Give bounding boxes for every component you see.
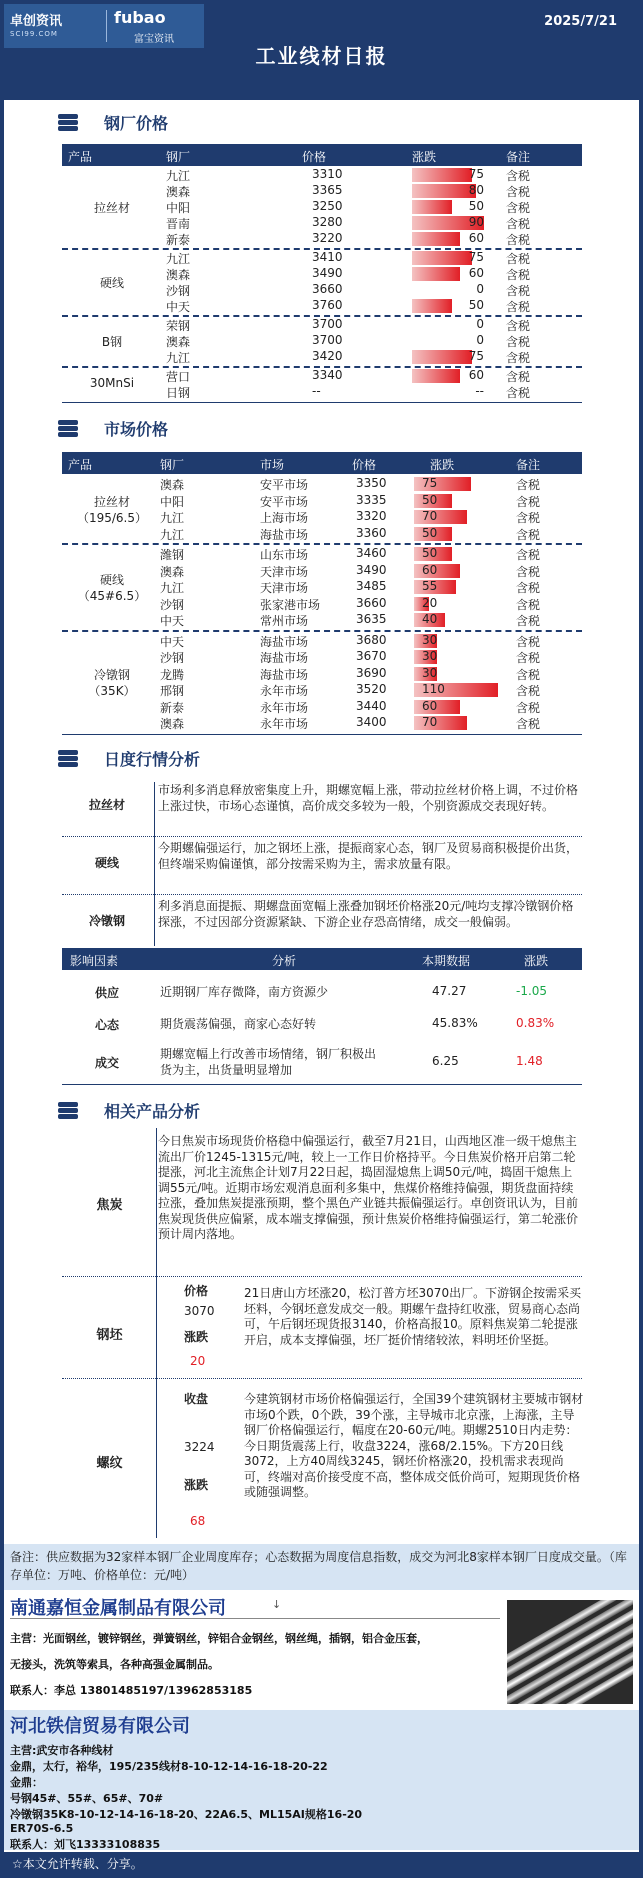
change-value: 50 (468, 199, 484, 213)
mill-name: 龙腾 (160, 667, 185, 682)
section-mill-price (4, 104, 639, 140)
ad1-line2: 无接头，洗筑等索具，各种高强金属制品。 (10, 1658, 219, 1671)
divider (62, 894, 582, 895)
mill-name: 澳森 (160, 564, 185, 579)
section-market-price (4, 410, 639, 446)
price-value: 3680 (356, 632, 387, 647)
logo-fubao-sub: 富宝资讯 (134, 34, 174, 45)
rebar-label: 螺纹 (96, 1456, 123, 1471)
change-value: 80 (468, 183, 484, 197)
price-value: 3340 (312, 368, 343, 382)
report-frame (4, 4, 639, 1874)
change-value: 60 (468, 266, 484, 280)
remark: 含税 (516, 597, 541, 612)
factor-label: 成交 (94, 1056, 119, 1070)
section-title: 钢厂价格 (104, 114, 169, 133)
divider (62, 836, 582, 837)
group-label: 拉丝材 (93, 201, 130, 215)
divider (156, 1128, 157, 1538)
table-row (62, 317, 582, 333)
factor-text: 期螺宽幅上行改善市场情绪，钢厂积极出货为主，出货量明显增加 (160, 1047, 377, 1077)
remark: 含税 (516, 634, 541, 649)
change-value: 70 (422, 509, 438, 523)
change-value: 60 (422, 562, 438, 577)
change-value: 60 (422, 698, 438, 713)
mill-name: 日钢 (166, 386, 191, 400)
divider (62, 630, 582, 632)
factor-header (62, 948, 582, 970)
remark: 含税 (516, 651, 541, 665)
remark: 含税 (506, 300, 531, 314)
mill-name: 荣钢 (166, 319, 191, 333)
mill-name: 澳森 (166, 335, 191, 349)
market-name: 常州市场 (260, 614, 309, 628)
rebar-close-value: 3224 (184, 1440, 215, 1454)
report-date: 2025/7/21 (544, 14, 617, 29)
column-header: 价格 (352, 458, 377, 472)
ad1-mark: ↓ (272, 1598, 282, 1611)
remark: 含税 (506, 370, 531, 384)
price-value: 3700 (312, 317, 343, 331)
factor-change: 1.48 (516, 1054, 543, 1068)
factor-change: 0.83% (516, 1016, 555, 1030)
market-name: 永年市场 (260, 717, 309, 731)
stack-icon (56, 1100, 82, 1120)
table-row (62, 633, 582, 649)
analysis-label: 硬线 (94, 856, 119, 870)
market-name: 永年市场 (260, 684, 309, 698)
remark: 含税 (506, 284, 531, 298)
ad-nantong (4, 1592, 639, 1710)
price-value: 3690 (356, 665, 387, 680)
change-value: 75 (422, 476, 438, 490)
column-header: 钢厂 (160, 458, 185, 472)
market-name: 海盐市场 (260, 667, 309, 682)
remark: 含税 (506, 268, 531, 282)
table-row (62, 476, 582, 492)
price-value: 3420 (312, 349, 343, 363)
price-value: 3520 (356, 682, 387, 696)
column-header: 涨跌 (412, 150, 437, 164)
table-row (62, 231, 582, 247)
price-value: 3700 (312, 333, 343, 347)
divider (62, 1378, 582, 1379)
ad2-line3: 金鼎： (10, 1776, 43, 1789)
column-header: 分析 (272, 954, 297, 968)
section-title: 市场价格 (104, 420, 169, 439)
factor-value: 47.27 (432, 984, 467, 998)
group-label: 硬线 (99, 276, 124, 290)
change-value: 30 (422, 649, 438, 663)
price-value: 3490 (356, 562, 387, 577)
group-label: 硬线 (99, 573, 124, 588)
ad2-line1: 主营:武安市各种线材 (10, 1744, 114, 1757)
remark: 含税 (516, 667, 541, 682)
column-header: 本期数据 (422, 954, 471, 968)
remark: 含税 (506, 386, 531, 400)
mill-name: 晋南 (166, 217, 191, 231)
section-related-products (4, 1092, 639, 1128)
change-value: 90 (468, 215, 484, 229)
factor-change: -1.05 (516, 984, 548, 998)
billet-price-label: 价格 (184, 1284, 209, 1298)
ad2-line6: ER70S-6.5 (10, 1822, 74, 1835)
change-value: 50 (468, 298, 484, 312)
column-header: 价格 (302, 150, 327, 164)
table-header (62, 452, 582, 474)
mill-name: 潍钢 (160, 548, 185, 562)
group-label: 30MnSi (89, 376, 135, 390)
factor-value: 45.83% (432, 1016, 478, 1030)
mill-name: 九江 (160, 581, 185, 595)
mill-name: 营口 (166, 370, 191, 384)
table-row (62, 349, 582, 365)
ad2-line4: 号钢45#、55#、65#、70# (10, 1792, 164, 1805)
change-value: 75 (468, 349, 484, 363)
table-row (62, 546, 582, 562)
change-value: 75 (468, 250, 484, 264)
divider (62, 402, 582, 403)
change-value: 55 (422, 579, 438, 593)
footer-text: ☆本文允许转载、分享。 (12, 1857, 143, 1871)
remark: 含税 (516, 478, 541, 492)
mill-name: 沙钢 (160, 597, 185, 612)
price-value: 3760 (312, 298, 343, 312)
table-row (62, 250, 582, 266)
ad1-line3: 联系人：李总 13801485197/13962853185 (10, 1684, 253, 1697)
stack-icon (56, 112, 82, 132)
billet-change-label: 涨跌 (184, 1330, 209, 1344)
mill-name: 中天 (166, 300, 191, 314)
factor-text: 近期钢厂库存微降，南方资源少 (160, 985, 329, 999)
price-value: 3660 (312, 282, 343, 296)
group-sublabel: （35K） (88, 684, 136, 698)
remark: 含税 (516, 717, 541, 731)
rebar-change-value: 68 (190, 1514, 206, 1528)
section-daily-analysis (4, 740, 639, 776)
divider (62, 734, 582, 735)
remark: 含税 (506, 252, 531, 266)
logo-sci-sub: SCI99.COM (10, 30, 58, 38)
table-row (62, 612, 582, 628)
change-value: 70 (422, 715, 438, 729)
column-header: 备注 (516, 458, 541, 472)
change-value: 0 (476, 333, 484, 347)
remark: 含税 (516, 581, 541, 595)
factor-label: 心态 (94, 1018, 119, 1032)
column-header: 市场 (260, 458, 285, 472)
divider (62, 1084, 582, 1085)
change-value: 75 (468, 167, 484, 181)
analysis-label: 冷镦钢 (88, 914, 125, 928)
group-sublabel: （45#6.5） (77, 589, 147, 604)
report-title: 工业线材日报 (255, 44, 388, 68)
price-value: 3410 (312, 250, 343, 264)
mill-name: 沙钢 (166, 284, 191, 298)
table-row (62, 183, 582, 199)
divider (62, 1276, 582, 1277)
mill-name: 澳森 (166, 185, 191, 199)
mill-name: 澳森 (160, 478, 185, 492)
price-value: 3670 (356, 649, 387, 663)
market-name: 海盐市场 (260, 651, 309, 665)
billet-text: 21日唐山方坯涨20，松汀普方坯3070出厂。下游钢企按需采买坯料，今钢坯意发成交一般。期螺午盘持红收涨，贸易商心态尚可，午后钢坯现货报3140，价格高报10。原料焦炭第二轮提涨开启，成本支撑偏强，坯厂挺价情绪较浓，料明坯价坚挺。 (244, 1286, 582, 1347)
price-value: 3250 (312, 199, 343, 213)
factor-value: 6.25 (432, 1054, 459, 1068)
price-value: 3350 (356, 476, 387, 490)
table-row (62, 715, 582, 731)
remark: 含税 (506, 169, 531, 183)
table-row (62, 167, 582, 183)
rebar-change-label: 涨跌 (184, 1478, 209, 1492)
wire-rope-image (507, 1600, 633, 1704)
stack-icon (56, 418, 82, 438)
change-value: 50 (422, 492, 438, 507)
group-label: 拉丝材 (93, 495, 130, 509)
mill-name: 新泰 (160, 700, 185, 715)
price-value: 3460 (356, 546, 387, 560)
market-name: 安平市场 (260, 478, 309, 492)
footnote (4, 1544, 639, 1590)
analysis-text: 利多消息面提振、期螺盘面宽幅上涨叠加钢坯价格涨20元/吨均支撑冷镦钢价格探涨，不过因部分资源紧缺、下游企业存恐高情绪，成交一般偏弱。 (158, 899, 574, 929)
mill-name: 中天 (160, 634, 185, 649)
mill-name: 邢钢 (160, 684, 185, 698)
change-value: 50 (422, 525, 438, 540)
mill-name: 九江 (160, 511, 185, 525)
analysis-text: 今期螺偏强运行，加之钢坯上涨，提振商家心态，钢厂及贸易商积极提价出货，但终端采购偏谨慎，部分按需采购为主，需求放量有限。 (158, 841, 579, 871)
remark: 含税 (516, 548, 541, 562)
column-header: 涨跌 (524, 954, 549, 968)
mill-name: 中阳 (160, 494, 185, 509)
ad2-line5: 冷镦钢35K8-10-12-14-16-18-20、22A6.5、ML15AI规格16-20 (10, 1808, 363, 1821)
ad2-company-name[interactable]: 河北铁信贸易有限公司 (10, 1716, 190, 1737)
column-header: 备注 (506, 150, 531, 164)
mill-name: 九江 (166, 252, 191, 266)
mill-name: 中天 (160, 614, 185, 628)
mill-name: 九江 (166, 351, 191, 365)
change-value: 30 (422, 665, 438, 680)
market-name: 天津市场 (260, 564, 309, 579)
market-name: 天津市场 (260, 581, 309, 595)
mill-name: 九江 (160, 527, 185, 542)
remark: 含税 (506, 185, 531, 199)
change-value: 20 (422, 595, 438, 610)
logo-separator (106, 10, 107, 42)
market-name: 海盐市场 (260, 634, 309, 649)
price-value: -- (312, 384, 321, 398)
billet-price-value: 3070 (184, 1304, 215, 1318)
factor-label: 供应 (94, 986, 119, 1000)
table-row (62, 649, 582, 665)
price-value: 3280 (312, 215, 343, 229)
remark: 含税 (516, 527, 541, 542)
price-value: 3360 (356, 525, 387, 540)
remark: 含税 (516, 700, 541, 715)
mill-name: 沙钢 (160, 651, 185, 665)
market-name: 永年市场 (260, 700, 309, 715)
footer (4, 1852, 639, 1874)
change-value: 30 (422, 632, 438, 647)
remark: 含税 (506, 217, 531, 231)
market-name: 山东市场 (260, 548, 309, 562)
column-header: 产品 (68, 458, 93, 472)
remark: 含税 (506, 319, 531, 333)
group-sublabel: （195/6.5） (76, 511, 148, 525)
change-value: -- (475, 384, 484, 398)
ad2-line7: 联系人：刘飞13333108835 (10, 1838, 161, 1851)
ad2-line2: 金鼎，太行，裕华，195/235线材8-10-12-14-16-18-20-22 (10, 1760, 328, 1773)
analysis-text: 市场利多消息释放密集度上升，期螺宽幅上涨，带动拉丝材价格上调，不过价格上涨过快，市场心态谨慎，高价成交多较为一般，个别资源成交表现好转。 (158, 783, 579, 813)
divider (10, 1618, 500, 1619)
price-value: 3320 (356, 509, 387, 523)
change-value: 0 (476, 317, 484, 331)
table-header (62, 144, 582, 166)
table-row (62, 526, 582, 542)
logo-sci: 卓创资讯 (10, 14, 63, 29)
change-value: 110 (422, 682, 445, 696)
market-name: 张家港市场 (260, 597, 321, 612)
price-value: 3490 (312, 266, 343, 280)
remark: 含税 (516, 614, 541, 628)
market-name: 上海市场 (260, 511, 309, 525)
column-header: 产品 (68, 150, 93, 164)
remark: 含税 (516, 494, 541, 509)
market-name: 海盐市场 (260, 527, 309, 542)
remark: 含税 (506, 233, 531, 247)
mill-name: 澳森 (160, 717, 185, 731)
price-value: 3440 (356, 698, 387, 713)
column-header: 钢厂 (166, 150, 191, 164)
remark: 含税 (506, 201, 531, 215)
mill-name: 澳森 (166, 268, 191, 282)
mill-name: 中阳 (166, 201, 191, 215)
section-title: 相关产品分析 (104, 1102, 201, 1121)
price-value: 3335 (356, 492, 387, 507)
group-label: 冷镦钢 (93, 668, 130, 682)
table-row (62, 298, 582, 314)
mill-name: 新泰 (166, 233, 191, 247)
ad-hebei (4, 1710, 639, 1850)
billet-change-value: 20 (190, 1354, 206, 1368)
stack-icon (56, 748, 82, 768)
divider (62, 543, 582, 545)
divider (154, 782, 155, 946)
remark: 含税 (506, 351, 531, 365)
ad1-company-name[interactable]: 南通嘉恒金属制品有限公司 (10, 1598, 226, 1619)
price-value: 3220 (312, 231, 343, 245)
change-value: 50 (422, 546, 438, 560)
report-header (4, 4, 639, 100)
column-header: 影响因素 (70, 954, 119, 968)
billet-label: 钢坯 (96, 1328, 123, 1343)
remark: 含税 (516, 564, 541, 579)
change-value: 60 (468, 231, 484, 245)
price-value: 3310 (312, 167, 343, 181)
rebar-close-label: 收盘 (184, 1392, 209, 1406)
group-label: B钢 (101, 335, 123, 349)
remark: 含税 (506, 335, 531, 349)
factor-text: 期货震荡偏强，商家心态好转 (160, 1017, 317, 1031)
price-value: 3365 (312, 183, 343, 197)
footnote-text: 备注：供应数据为32家样本钢厂企业周度库存；心态数据为周度信息指数，成交为河北8家样本钢厂日度成交量。（库存单位：万吨、价格单位：元/吨） (10, 1550, 627, 1582)
change-value: 40 (422, 612, 438, 626)
remark: 含税 (516, 684, 541, 698)
coke-text: 今日焦炭市场现货价格稳中偏强运行，截至7月21日，山西地区准一级干熄焦主流出厂价1245-1315元/吨，较上一工作日价格持平。今日焦炭价格开启第二轮提涨，河北主流焦企计划7月22日起，捣固湿熄焦上调50元/吨，捣固干熄焦上调55元/吨。近期市场宏观消息面利多集中，焦煤价格维持偏强，期货盘面持续拉涨，叠加焦炭提涨预期，整个黑色产业链共振偏强运行。卓创资讯认为，目前焦炭现货供应偏紧，成本端支撑偏强，预计焦炭价格维持偏强运行，第二轮涨价预计周内落地。 (158, 1134, 579, 1241)
rebar-text: 今建筑钢材市场价格偏强运行，全国39个建筑钢材主要城市钢材市场0个跌，0个跌，39个涨，主导城市北京涨，上海涨，主导钢厂价格偏强运行，幅度在20-60元/吨。期螺2510日内走势：今日期货震荡上行，收盘3224，涨68/2.15%。下方20日线3072，上方40周线3245，钢坯价格涨20，投机需求表现尚可，终端对高价接受度不高，整体成交低价尚可，短期现货价格或随强调整。 (244, 1392, 584, 1499)
logo-fubao: fubao (114, 8, 166, 27)
remark: 含税 (516, 511, 541, 525)
change-value: 0 (476, 282, 484, 296)
ad1-line1: 主营：光面钢丝，镀锌钢丝，弹簧钢丝，锌铝合金钢丝，钢丝绳，插钢，铝合金压套， (10, 1632, 428, 1645)
column-header: 涨跌 (430, 458, 455, 472)
table-row (62, 699, 582, 715)
table-row (62, 215, 582, 231)
coke-label: 焦炭 (96, 1198, 123, 1213)
section-title: 日度行情分析 (104, 750, 201, 769)
change-value: 60 (468, 368, 484, 382)
price-value: 3660 (356, 595, 387, 610)
analysis-label: 拉丝材 (88, 798, 125, 812)
market-name: 安平市场 (260, 494, 309, 509)
price-value: 3485 (356, 579, 387, 593)
price-value: 3400 (356, 715, 387, 729)
price-value: 3635 (356, 612, 387, 626)
mill-name: 九江 (166, 169, 191, 183)
